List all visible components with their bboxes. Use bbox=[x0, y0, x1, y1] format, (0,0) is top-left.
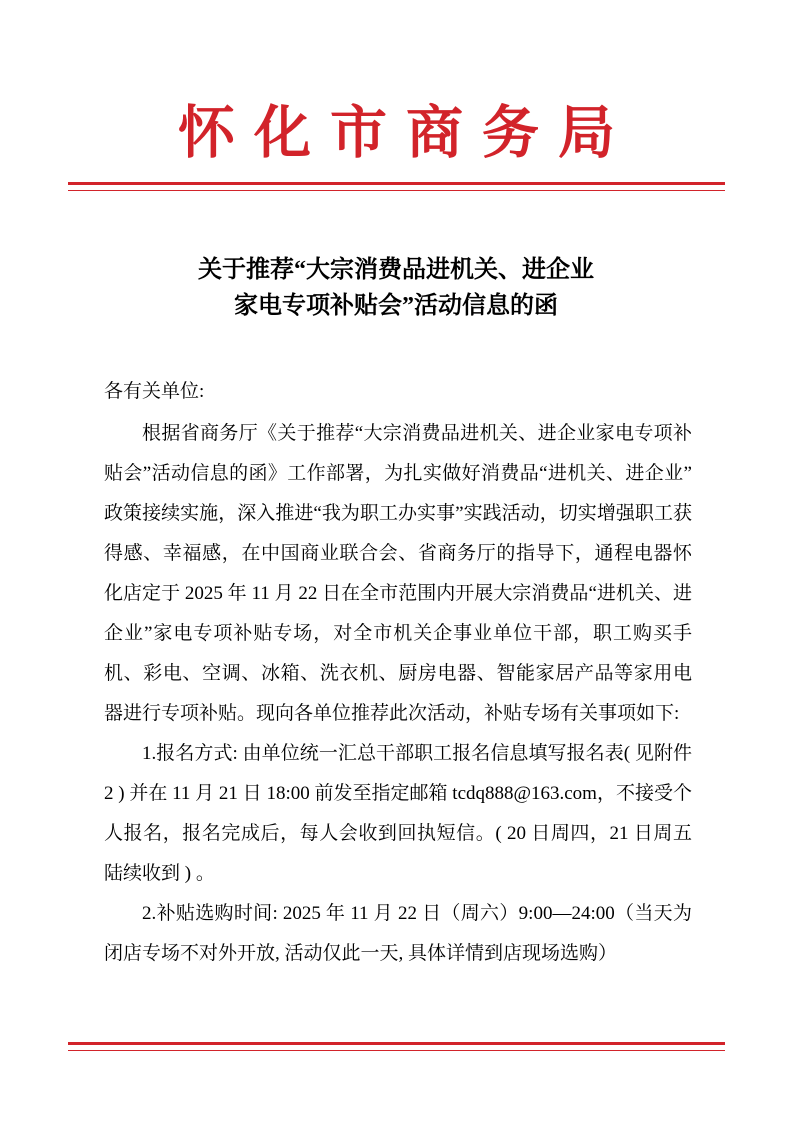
footer-rule-thin bbox=[68, 1050, 725, 1051]
paragraph-background: 根据省商务厅《关于推荐“大宗消费品进机关、进企业家电专项补贴会”活动信息的函》工作部署，为扎实做好消费品“进机关、进企业”政策接续实施，深入推进“我为职工办实事”实践活动，切实增强职工获得感、幸福感，在中国商业联合会、省商务厅的指导下，通程电器怀化店定于 2025 年 11 月 22 日在全市范围内开展大宗消费品“进机关、进企业”家电专项补贴专场，对全市机关企事业单位干部，职工购买手机、彩电、空调、冰箱、洗衣机、厨房电器、智能家居产品等家用电器进行专项补贴。现向各单位推荐此次活动，补贴专场有关事项如下: bbox=[104, 423, 692, 724]
document-body bbox=[104, 372, 692, 974]
document-title-line-2: 家电专项补贴会”活动信息的函 bbox=[234, 293, 558, 319]
header-rule-thick bbox=[68, 182, 725, 185]
footer-rule-thick bbox=[68, 1042, 725, 1045]
paragraph-registration-method: 1.报名方式: 由单位统一汇总干部职工报名信息填写报名表( 见附件 2 ) 并在 11 月 21 日 18:00 前发至指定邮箱 tcdq888@163.com，不接受个人报名，报名完成后，每人会收到回执短信。( 20 日周四，21 日周五陆续收到 ) 。 bbox=[104, 743, 692, 884]
letterhead-organization: 怀化市商务局 bbox=[178, 102, 634, 165]
paragraph-subsidy-time: 2.补贴选购时间: 2025 年 11 月 22 日（周六）9:00—24:00（当天为闭店专场不对外开放, 活动仅此一天, 具体详情到店现场选购） bbox=[104, 903, 692, 964]
salutation: 各有关单位: bbox=[104, 381, 205, 402]
document-title-line-1: 关于推荐“大宗消费品进机关、进企业 bbox=[198, 257, 594, 283]
letterhead bbox=[0, 104, 793, 164]
header-rule-thin bbox=[68, 190, 725, 191]
document-title bbox=[96, 252, 696, 324]
